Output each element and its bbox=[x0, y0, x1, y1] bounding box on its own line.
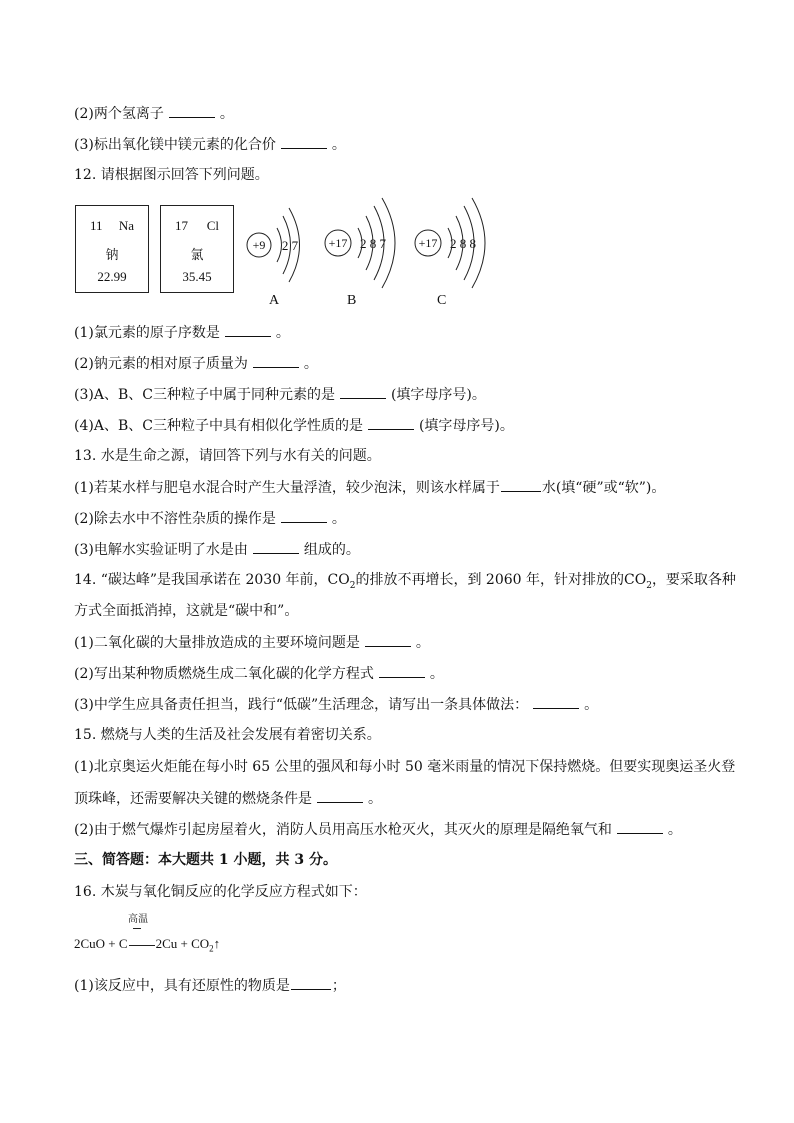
answer-blank[interactable] bbox=[368, 416, 414, 430]
atomic-mass: 22.99 bbox=[97, 269, 127, 284]
answer-blank[interactable] bbox=[169, 104, 215, 118]
question-13-3: (3)电解水实验证明了水是由 组成的。 bbox=[74, 542, 360, 558]
condition-bar bbox=[133, 928, 141, 929]
reaction-condition: 高温 bbox=[128, 914, 148, 925]
question-14: 14. “碳达峰”是我国承诺在 2030 年前，$CO_2$的排放不再增长，到 2060 年，针对排放的$CO_2$，要采取各种 bbox=[74, 572, 736, 591]
question-11-2: (2)两个氢离子 。 bbox=[74, 106, 234, 122]
answer-blank[interactable] bbox=[501, 478, 541, 492]
question-15-2: (2)由于燃气爆炸引起房屋着火，消防人员用高压水枪灭火，其灭火的原理是隔绝氧气和 。 bbox=[74, 822, 682, 838]
nucleus-charge: +9 bbox=[252, 238, 266, 252]
answer-blank[interactable] bbox=[291, 976, 331, 990]
answer-blank[interactable] bbox=[281, 135, 327, 149]
section-heading: 三、简答题：本大题共 1 小题，共 3 分。 bbox=[74, 852, 337, 868]
answer-blank[interactable] bbox=[365, 633, 411, 647]
answer-blank[interactable] bbox=[617, 820, 663, 834]
element-name: 钠 bbox=[105, 248, 119, 263]
question-14-1: (1)二氧化碳的大量排放造成的主要环境问题是 。 bbox=[74, 635, 430, 651]
question-14-2: (2)写出某种物质燃烧生成二氧化碳的化学方程式 。 bbox=[74, 666, 444, 682]
nucleus-charge: +17 bbox=[418, 236, 438, 250]
nucleus-charge: +17 bbox=[328, 236, 348, 250]
reaction-arrow-line bbox=[129, 945, 155, 946]
element-card-chlorine bbox=[160, 205, 234, 293]
question-12: 12. 请根据图示回答下列问题。 bbox=[74, 167, 269, 183]
atomic-structure-diagrams bbox=[238, 190, 498, 290]
question-12-4: (4)A、B、C三种粒子中具有相似化学性质的是 (填字母序号)。 bbox=[74, 418, 514, 434]
question-13-2: (2)除去水中不溶性杂质的操作是 。 bbox=[74, 511, 346, 527]
atomic-number: 11 bbox=[90, 218, 103, 233]
answer-blank[interactable] bbox=[340, 385, 386, 399]
question-14-cont: 方式全面抵消掉，这就是“碳中和”。 bbox=[74, 603, 299, 619]
atomic-number: 17 bbox=[175, 218, 188, 233]
atomic-mass: 35.45 bbox=[182, 269, 212, 284]
question-13: 13. 水是生命之源，请回答下列与水有关的问题。 bbox=[74, 448, 381, 464]
answer-blank[interactable] bbox=[225, 323, 271, 337]
shell-electrons: 2 8 8 bbox=[450, 236, 476, 251]
element-symbol: Na bbox=[118, 218, 134, 233]
answer-blank[interactable] bbox=[317, 789, 363, 803]
answer-blank[interactable] bbox=[533, 695, 579, 709]
question-12-1: (1)氯元素的原子序数是 。 bbox=[74, 325, 290, 341]
chemical-equation: 2CuO + C $2Cu + CO_2↑$ bbox=[74, 936, 221, 954]
question-16-1: (1)该反应中，具有还原性的物质是 ； bbox=[74, 978, 346, 994]
particle-b-diagram bbox=[325, 198, 395, 288]
question-14-3: (3)中学生应具备责任担当，践行“低碳”生活理念，请写出一条具体做法： 。 bbox=[74, 697, 599, 713]
answer-blank[interactable] bbox=[253, 354, 299, 368]
question-15-1-cont: 顶珠峰，还需要解决关键的燃烧条件是 。 bbox=[74, 791, 382, 807]
answer-blank[interactable] bbox=[253, 540, 299, 554]
shell-electrons: 2 7 bbox=[281, 238, 299, 253]
question-11-3: (3)标出氧化镁中镁元素的化合价 。 bbox=[74, 137, 346, 153]
question-15: 15. 燃烧与人类的生活及社会发展有着密切关系。 bbox=[74, 727, 381, 743]
element-symbol: Cl bbox=[206, 218, 219, 233]
question-13-1: (1)若某水样与肥皂水混合时产生大量浮渣，较少泡沫，则该水样属于 水(填“硬”或“软”)。 bbox=[74, 480, 666, 496]
particle-a-diagram bbox=[247, 208, 300, 282]
question-16: 16. 木炭与氧化铜反应的化学反应方程式如下： bbox=[74, 884, 367, 900]
element-card-sodium bbox=[75, 205, 149, 293]
answer-blank[interactable] bbox=[281, 509, 327, 523]
particle-c-diagram bbox=[415, 198, 485, 288]
question-12-2: (2)钠元素的相对原子质量为 。 bbox=[74, 356, 318, 372]
particle-label-a: A bbox=[269, 293, 280, 308]
question-12-3: (3)A、B、C三种粒子中属于同种元素的是 (填字母序号)。 bbox=[74, 387, 486, 403]
shell-electrons: 2 8 7 bbox=[360, 236, 386, 251]
particle-label-c: C bbox=[437, 293, 447, 308]
question-15-1: (1)北京奥运火炬能在每小时 65 公里的强风和每小时 50 毫米雨量的情况下保持燃烧。但要实现奥运圣火登 bbox=[74, 759, 736, 775]
element-name: 氯 bbox=[190, 248, 204, 263]
answer-blank[interactable] bbox=[379, 664, 425, 678]
particle-label-b: B bbox=[347, 293, 357, 308]
